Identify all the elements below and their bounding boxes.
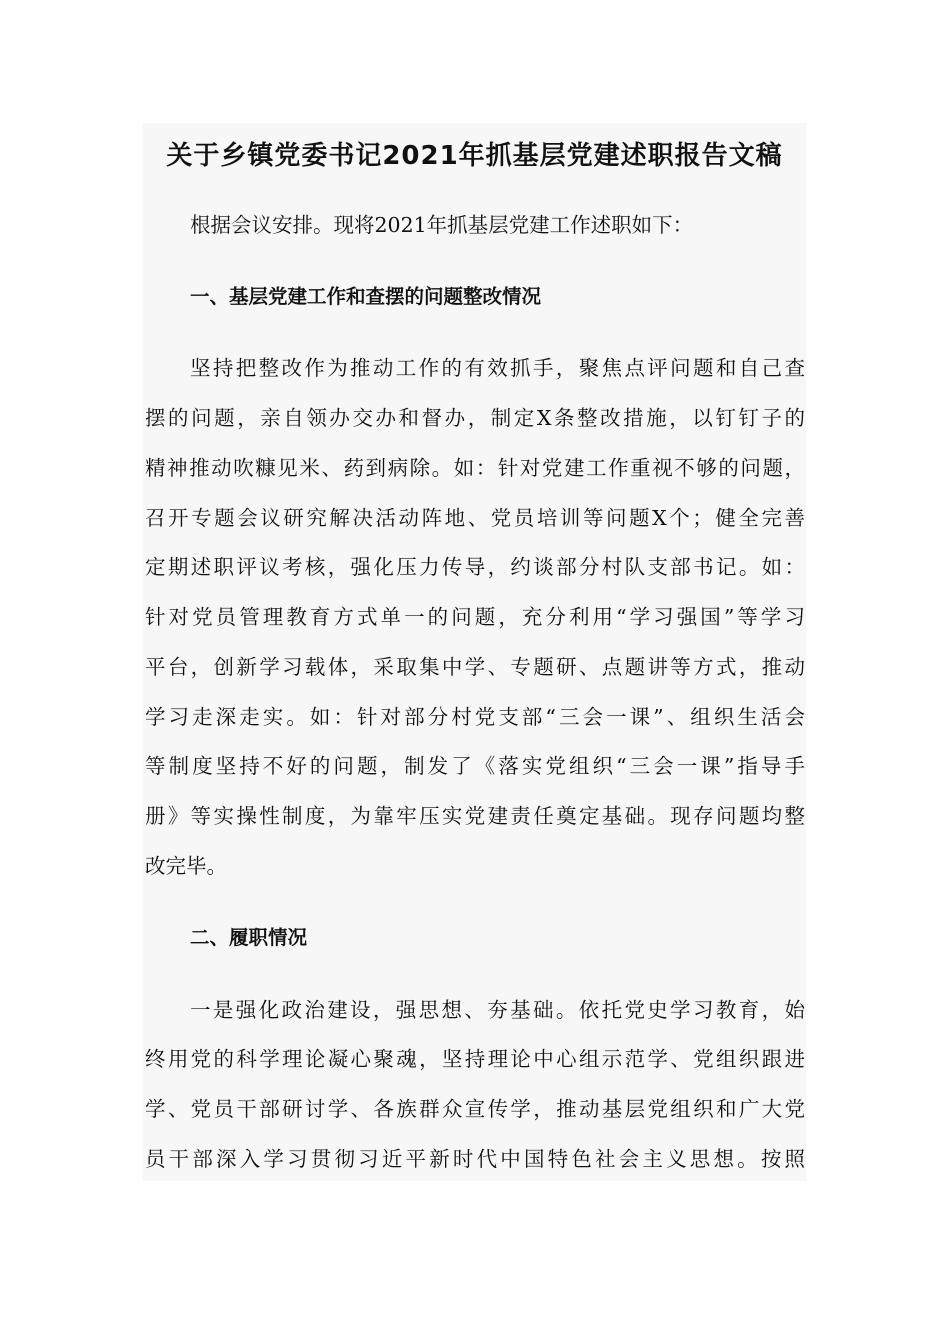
section-1-line: 针对党员管理教育方式单一的问题，充分利用“学习强国”等学习 — [145, 605, 805, 629]
document-title: 关于乡镇党委书记2021年抓基层党建述职报告文稿 — [166, 141, 783, 171]
section-2-heading: 二、履职情况 — [190, 926, 308, 949]
section-2-line: 终用党的科学理论凝心聚魂，坚持理论中心组示范学、党组织跟进 — [145, 1047, 805, 1071]
section-1-line: 册》等实操性制度，为靠牢压实党建责任奠定基础。现存问题均整 — [145, 804, 805, 828]
section-1-line: 召开专题会议研究解决活动阵地、党员培训等问题X个；健全完善 — [145, 506, 805, 530]
section-1-line: 学习走深走实。如：针对部分村党支部“三会一课”、组织生活会 — [145, 705, 805, 729]
section-2-line: 一是强化政治建设，强思想、夯基础。依托党史学习教育，始 — [190, 998, 805, 1022]
section-1-line: 等制度坚持不好的问题，制发了《落实党组织“三会一课”指导手 — [145, 754, 805, 778]
section-1-line: 摆的问题，亲自领办交办和督办，制定X条整改措施，以钉钉子的 — [145, 406, 805, 430]
section-2-line: 员干部深入学习贯彻习近平新时代中国特色社会主义思想。按照 — [145, 1147, 805, 1171]
section-1-line: 坚持把整改作为推动工作的有效抓手，聚焦点评问题和自己查 — [190, 356, 805, 380]
section-1-heading: 一、基层党建工作和查摆的问题整改情况 — [190, 285, 542, 308]
section-2-line: 学、党员干部研讨学、各族群众宣传学，推动基层党组织和广大党 — [145, 1097, 805, 1121]
intro-paragraph: 根据会议安排。现将2021年抓基层党建工作述职如下： — [190, 213, 694, 237]
section-1-line: 定期述职评议考核，强化压力传导，约谈部分村队支部书记。如： — [145, 555, 805, 579]
section-1-line: 精神推动吹糠见米、药到病除。如：针对党建工作重视不够的问题， — [145, 456, 805, 480]
section-1-line: 平台，创新学习载体，采取集中学、专题研、点题讲等方式，推动 — [145, 655, 805, 679]
section-1-line: 改完毕。 — [145, 854, 227, 878]
